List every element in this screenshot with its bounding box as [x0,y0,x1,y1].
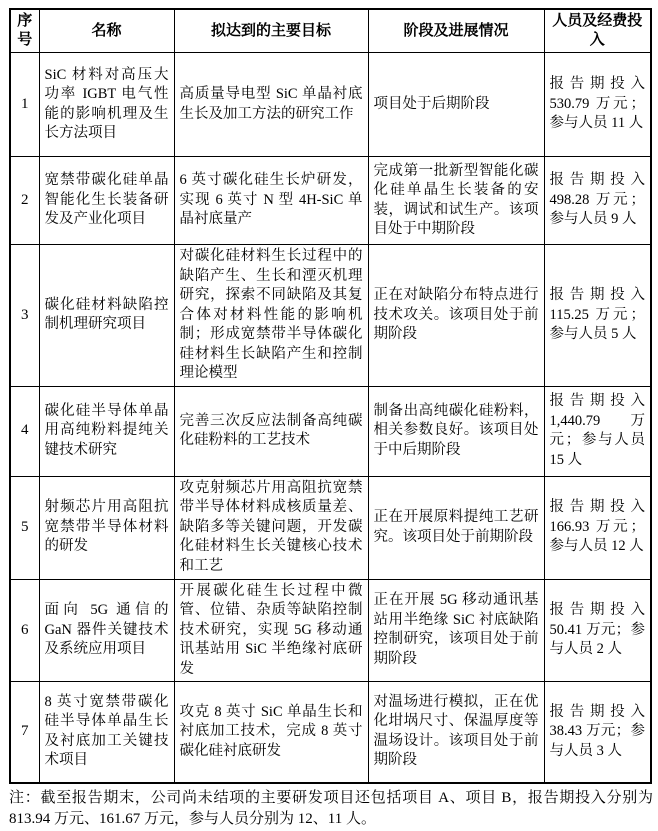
footnote: 注：截至报告期末，公司尚未结项的主要研发项目还包括项目 A、项目 B，报告期投入分别为 813.94 万元、161.67 万元，参与人员分别为 12、11 人。 [9,789,653,827]
table-header [10,9,651,53]
cell-progress: 项目处于后期阶段 [368,53,544,157]
cell-index: 2 [10,157,39,245]
cell-investment: 报告期投入 166.93 万元；参与人员 12 人 [544,476,651,579]
cell-investment: 报告期投入 1,440.79 万元；参与人员 15 人 [544,386,651,476]
cell-index: 6 [10,579,39,682]
cell-progress: 完成第一批新型智能化碳化硅单晶生长装备的安装，调试和试生产。该项目处于中期阶段 [368,157,544,245]
cell-project-name: 8 英寸宽禁带碳化硅半导体单晶生长及衬底加工关键技术项目 [39,682,174,783]
cell-index: 3 [10,245,39,387]
cell-project-name: 面向 5G 通信的 GaN 器件关键技术及系统应用项目 [39,579,174,682]
header-cell-name: 名称 [39,9,174,53]
header-cell-goal: 拟达到的主要目标 [174,9,368,53]
cell-goal: 对碳化硅材料生长过程中的缺陷产生、生长和湮灭机理研究，探索不同缺陷及其复合体对材料性能的影响机制；形成宽禁带半导体碳化硅材料生长缺陷产生和控制理论模型 [174,245,368,387]
cell-progress: 对温场进行模拟，正在优化坩埚尺寸、保温厚度等温场设计。该项目处于前期阶段 [368,682,544,783]
table-row [10,157,651,245]
cell-progress: 正在对缺陷分布特点进行技术攻关。该项目处于前期阶段 [368,245,544,387]
cell-goal: 攻克 8 英寸 SiC 单晶生长和衬底加工技术，完成 8 英寸碳化硅衬底研发 [174,682,368,783]
cell-goal: 高质量导电型 SiC 单晶衬底生长及加工方法的研究工作 [174,53,368,157]
cell-investment: 报告期投入 530.79 万元；参与人员 11 人 [544,53,651,157]
table-row [10,682,651,783]
table-row [10,579,651,682]
cell-project-name: 碳化硅材料缺陷控制机理研究项目 [39,245,174,387]
table-body [10,53,651,783]
cell-project-name: 碳化硅半导体单晶用高纯粉料提纯关键技术研究 [39,386,174,476]
cell-investment: 报告期投入 38.43 万元；参与人员 3 人 [544,682,651,783]
cell-index: 7 [10,682,39,783]
header-cell-investment: 人员及经费投入 [544,9,651,53]
cell-progress: 正在开展原料提纯工艺研究。该项目处于前期阶段 [368,476,544,579]
cell-progress: 制备出高纯碳化硅粉料，相关参数良好。该项目处于中后期阶段 [368,386,544,476]
header-row [10,9,651,53]
table-row [10,245,651,387]
cell-goal: 攻克射频芯片用高阻抗宽禁带半导体材料成核质量差、缺陷多等关键问题，开发碳化硅材料生长关键核心技术和工艺 [174,476,368,579]
cell-goal: 开展碳化硅生长过程中微管、位错、杂质等缺陷控制技术研究，实现 5G 移动通讯基站用 SiC 半绝缘衬底研发 [174,579,368,682]
cell-goal: 完善三次反应法制备高纯碳化硅粉料的工艺技术 [174,386,368,476]
table-row [10,53,651,157]
cell-progress: 正在开展 5G 移动通讯基站用半绝缘 SiC 衬底缺陷控制研究，该项目处于前期阶段 [368,579,544,682]
header-cell-progress: 阶段及进展情况 [368,9,544,53]
table-row [10,386,651,476]
cell-project-name: 宽禁带碳化硅单晶智能化生长装备研发及产业化项目 [39,157,174,245]
cell-investment: 报告期投入 50.41 万元；参与人员 2 人 [544,579,651,682]
cell-project-name: SiC 材料对高压大功率 IGBT 电气性能的影响机理及生长方法项目 [39,53,174,157]
header-cell-index: 序号 [10,9,39,53]
table-row [10,476,651,579]
cell-project-name: 射频芯片用高阻抗宽禁带半导体材料的研发 [39,476,174,579]
cell-index: 1 [10,53,39,157]
cell-index: 4 [10,386,39,476]
cell-index: 5 [10,476,39,579]
cell-investment: 报告期投入 115.25 万元；参与人员 5 人 [544,245,651,387]
rd-projects-table [9,8,652,784]
cell-investment: 报告期投入 498.28 万元；参与人员 9 人 [544,157,651,245]
cell-goal: 6 英寸碳化硅生长炉研发，实现 6 英寸 N 型 4H-SiC 单晶衬底量产 [174,157,368,245]
